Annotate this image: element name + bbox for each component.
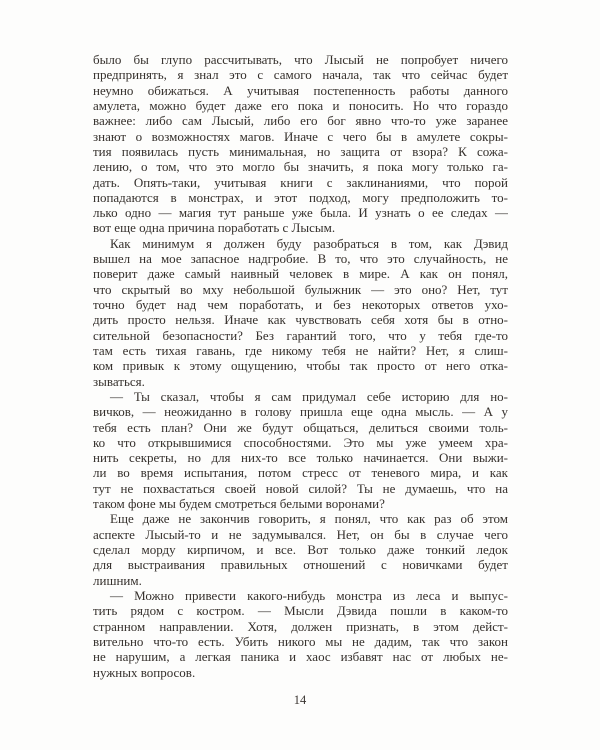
text-line: важнее: либо сам Лысый, либо его бог явно что-то уже заранее [93,113,508,129]
text-line: Как минимум я должен буду разобраться в том, как Дэвид [110,235,508,251]
text-line: аспекте Лысый-то и не задумывался. Нет, он бы в случае чего [93,526,508,542]
text-line: тут не похвастаться своей новой силой? Ты не думаешь, что на [93,480,508,496]
text-line: сительной безопасности? Без гарантий того, что у тебя где-то [93,327,508,343]
text-line: сделал морду кирпичом, и все. Вот только даже тонкий ледок [93,542,508,557]
text-line: нужных вопросов. [93,664,196,680]
text-line: было бы глупо рассчитывать, что Лысый не попробует ничего [93,52,508,67]
text-line: для выстраивания правильных отношений с новичками будет [93,557,508,573]
text-line: дить просто нельзя. Иначе как чувствовать себя хотя бы в отно- [93,312,508,328]
text-line: лению, о том, что это могло бы значить, я пока могу только га- [93,159,508,175]
text-line: вот еще одна причина поработать с Лысым. [93,220,336,236]
text-line: точно будет над чем поработать, и без некоторых ответов ухо- [93,297,508,312]
text-line: амулета, можно будет даже его пока и поносить. Но что гораздо [93,97,508,113]
text-line: попадаются в монстрах, и этот подход, могу предположить то- [93,189,508,205]
text-line: ко что открывшимися способностями. Это мы уже умеем хра- [93,434,508,450]
text-line: вичков, — неожиданно в голову пришла еще одна мысль. — А у [93,404,508,420]
text-line: странном направлении. Хотя, должен признать, в этом дейст- [93,618,508,634]
text-line: вительно что-то есть. Убить никого мы не дадим, так что закон [93,633,508,649]
text-line: нить секреты, но для них-то все только начинается. Они выжи- [93,450,508,466]
text-line: там есть тихая гавань, где никому тебя не найти? Нет, я слиш- [93,342,508,358]
text-line: вышел на мое запасное надгробие. В то, что это случайность, не [93,251,508,267]
page-number: 14 [293,693,307,707]
text-line: зываться. [93,373,145,389]
text-line: не нарушим, а легкая паника и хаос избавят нас от любых не- [93,649,508,665]
text-line: ком привык к этому ощущению, чтобы так просто от него отка- [93,358,508,374]
text-line: дать. Опять-таки, учитывая книги с заклинаниями, что порой [93,174,508,190]
paragraph [93,511,508,588]
text-line: предпринять, я знал это с самого начала, так что сейчас будет [93,67,508,83]
text-line: таком фоне мы будем смотреться белыми воронами? [93,496,385,512]
text-line: тить рядом с костром. — Мысли Дэвида пошли в каком-то [93,603,508,619]
text-line: — Ты сказал, чтобы я сам придумал себе историю для но- [110,388,508,404]
text-line: что скрытый во мху небольшой булыжник — это оно? Нет, тут [93,281,508,297]
text-line: тия появилась пусть минимальная, но защита от взора? К сожа- [93,143,508,159]
text-line: ли во время испытания, потом стресс от теневого мира, и как [93,465,508,481]
text-line: неумно обижаться. А учитывая постепенность работы данного [93,82,508,98]
text-line: Еще даже не закончив говорить, я понял, что как раз об этом [110,511,508,527]
text-line: знают о возможностях магов. Иначе с чего бы в амулете сокры- [93,128,508,144]
paragraph [93,588,508,680]
text-line: поверит даже самый наивный человек в мире. А как он понял, [93,266,508,282]
paragraph [93,236,508,389]
text-line: лишним. [93,572,142,588]
paragraph [93,389,508,512]
text-line: тебя есть план? Они же будут общаться, делиться своими толь- [93,419,508,435]
text-line: — Можно привести какого-нибудь монстра из леса и выпус- [110,587,508,603]
paragraph [93,52,508,236]
page-text-block [93,52,508,680]
text-line: лько одно — магия тут раньше уже была. И узнать о ее следах — [93,205,508,221]
